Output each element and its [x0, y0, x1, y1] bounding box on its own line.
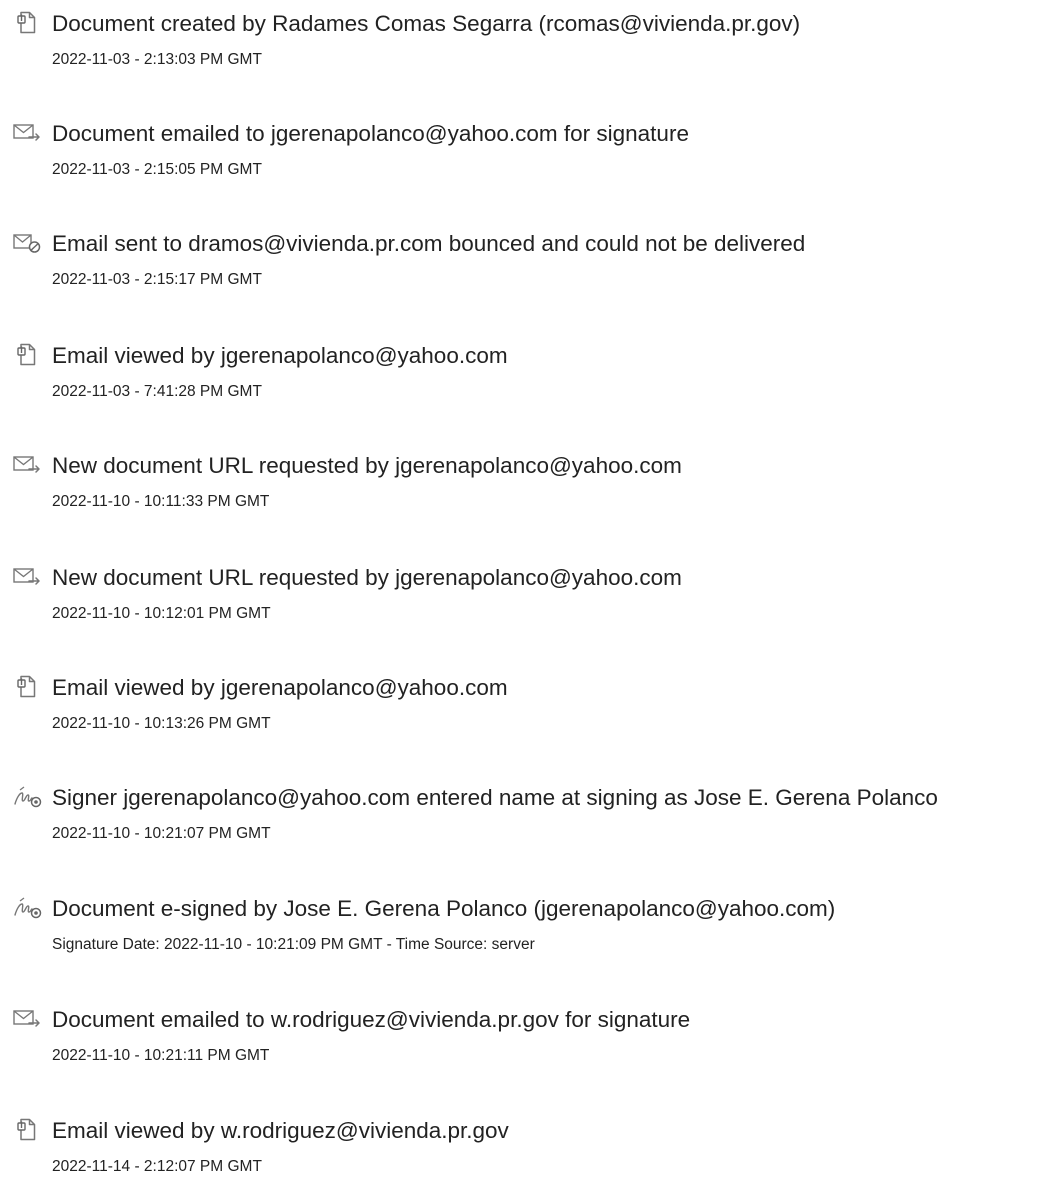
event-timestamp: Signature Date: 2022-11-10 - 10:21:09 PM GMT - Time Source: server — [52, 936, 535, 953]
event-timestamp: 2022-11-10 - 10:13:26 PM GMT — [52, 715, 271, 732]
event-timestamp: 2022-11-03 - 2:15:05 PM GMT — [52, 161, 262, 178]
document-icon — [12, 675, 42, 699]
event-timestamp: 2022-11-03 - 7:41:28 PM GMT — [52, 383, 262, 400]
event-description: Document emailed to w.rodriguez@vivienda.pr.gov for signature — [52, 1007, 691, 1032]
event-description: Email viewed by w.rodriguez@vivienda.pr.gov — [52, 1118, 509, 1143]
event-description: New document URL requested by jgerenapolanco@yahoo.com — [52, 453, 682, 478]
event-description: Document created by Radames Comas Segarra (rcomas@vivienda.pr.gov) — [52, 11, 801, 36]
event-timestamp: 2022-11-10 - 10:12:01 PM GMT — [52, 605, 271, 622]
email-sent-icon — [12, 453, 42, 477]
document-icon — [12, 343, 42, 367]
event-timestamp: 2022-11-03 - 2:13:03 PM GMT — [52, 51, 262, 68]
event-timestamp: 2022-11-03 - 2:15:17 PM GMT — [52, 271, 262, 288]
email-sent-icon — [12, 1007, 42, 1031]
email-sent-icon — [12, 121, 42, 145]
document-icon — [12, 11, 42, 35]
signature-icon — [12, 785, 42, 809]
email-bounced-icon — [12, 231, 42, 255]
signature-icon — [12, 896, 42, 920]
event-timestamp: 2022-11-10 - 10:21:11 PM GMT — [52, 1047, 270, 1064]
event-description: Document emailed to jgerenapolanco@yahoo.com for signature — [52, 121, 689, 146]
event-description: Email viewed by jgerenapolanco@yahoo.com — [52, 343, 508, 368]
event-description: Document e-signed by Jose E. Gerena Polanco (jgerenapolanco@yahoo.com) — [52, 896, 836, 921]
email-sent-icon — [12, 565, 42, 589]
event-timestamp: 2022-11-10 - 10:21:07 PM GMT — [52, 825, 271, 842]
event-description: Email sent to dramos@vivienda.pr.com bounced and could not be delivered — [52, 231, 806, 256]
event-timestamp: 2022-11-10 - 10:11:33 PM GMT — [52, 493, 270, 510]
event-description: Signer jgerenapolanco@yahoo.com entered name at signing as Jose E. Gerena Polanco — [52, 785, 938, 810]
document-icon — [12, 1118, 42, 1142]
event-description: Email viewed by jgerenapolanco@yahoo.com — [52, 675, 508, 700]
event-description: New document URL requested by jgerenapolanco@yahoo.com — [52, 565, 682, 590]
event-timestamp: 2022-11-14 - 2:12:07 PM GMT — [52, 1158, 262, 1175]
